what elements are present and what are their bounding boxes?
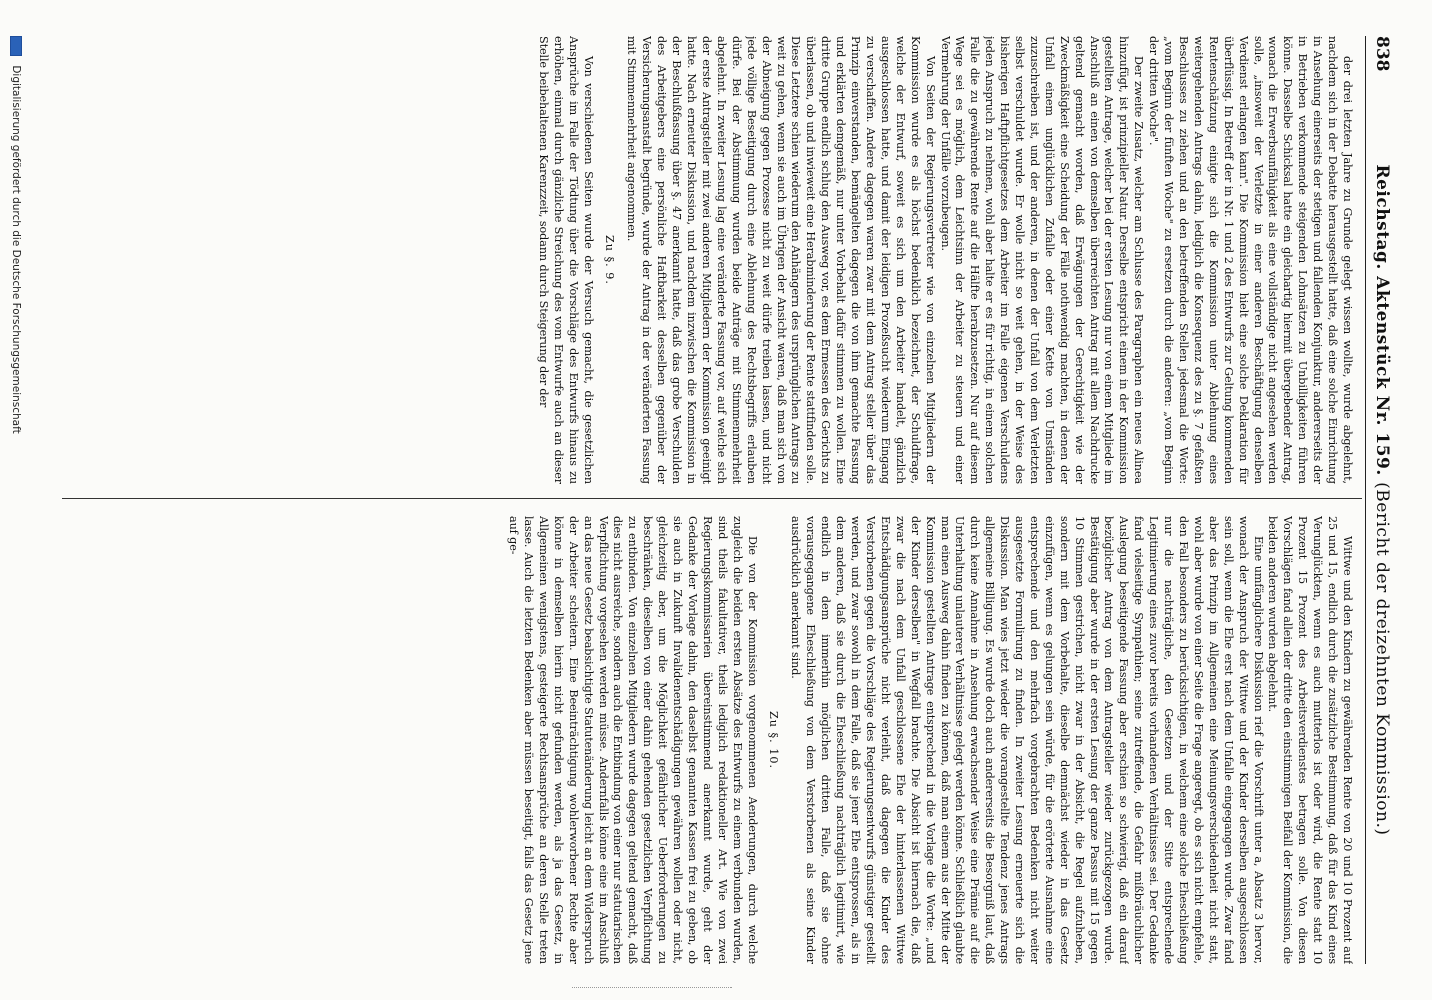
- footer-text: Digitalisierung gefördert durch die Deutsche Forschungsgemeinschaft: [10, 65, 22, 434]
- left-column: [64, 36, 1354, 484]
- title-main: Reichstag. Aktenstück Nr. 159.: [1372, 164, 1392, 476]
- paragraph: Von verschiedenen Seiten wurde der Versuch gemacht, die gesetzlichen Ansprüche im Falle der Tödtung über die Vorschläge des Entwurfs hinaus zu erhöhen, einmal durch gänzliche Streichung des vom Entwurfe auch an dieser Stelle beibehaltenen Karenzzeit, sodann durch Steigerung der der: [536, 36, 595, 484]
- column-divider: [62, 498, 1362, 499]
- paragraph: Der zweite Zusatz, welcher am Schlusse des Paragraphen ein neues Alinea hinzufügt, ist prinzipieller Natur. Derselbe entspricht einem in der Kommission gestellten Antrage, welcher bei der ersten Lesung nur von einem Mitgliede im Anschluß an einen von demselben überreichten Antrag mit allem Nachdrucke geltend gemacht worden, daß Erwägungen der Gerechtigkeit wie der Zweckmäßigkeit eine Scheidung der Fälle nothwendig machten, in denen der Unfall einem unglücklichen Zufalle oder einer Kette von Umständen zuzuschreiben ist, und der anderen, in denen der Unfall von dem Verletzten selbst verschuldet wurde. Er wolle nicht so weit gehen, in der Weise des bisherigen Haftpflichtgesetzes dem Arbeiter im Falle eigenen Verschuldens jeden Anspruch zu nehmen, wohl aber halte er es für richtig, in einem solchen Falle die zu gewährende Rente auf die Hälfte herabzusetzen. Nur auf diesem Wege sei es möglich, dem Leichtsinn der Arbeiter zu steuern und einer Vermehrung der Unfälle vorzubeugen.: [938, 36, 1146, 484]
- paragraph: Eine umfänglichere Diskussion rief die Vorschrift unter a, Absatz 3 hervor, wonach der Anspruch der Wittwe und der Kinder derselben ausgeschlossen sein soll, wenn die Ehe erst nach dem Unfalle eingegangen wurde. Zwar fand aber das Prinzip im Allgemeinen eine Meinungsverschiedenheit nicht statt, wohl aber wurde von einer Seite die Frage angeregt, ob es sich nicht empfehle, den Fall besonders zu berücksichtigen, in welchem eine solche Eheschließung nur die nachträgliche, den Gesetzen und der Sitte entsprechende Legitimierung eines zuvor bereits vorhandenen Verhältnisses sei. Der Gedanke fand vielseitige Sympathien; seine zutreffende, die Gefahr mißbräuchlicher Auslegung beseitigende Fassung aber erschien so schwierig, daß ein darauf bezüglicher Antrag von dem Antragsteller wieder zurückgezogen wurde. Bestätigung aber wurde in der ersten Lesung der ganze Passus mit 15 gegen 10 Stimmen gestrichen, nicht zwar in der Absicht, die Regel aufzuheben, sondern mit dem Vorbehalte, dieselbe demnächst wieder in das Gesetz einzufügen, wenn es gelungen sein würde, für die erörterte Ausnahme eine entsprechende und den mehrfach vorgebrachten Bedenken nicht weiter ausgesetzte Formulirung zu finden. In zweiter Lesung erneuerte sich die Diskussion. Man wies jetzt wieder die vorangestellte Tendenz jenes Antrags allgemeine Billigung. Es wurde doch auch andererseits die Besorgniß laut, daß durch keine Annahme in Ansehung erwachsender Weise eine Prämie auf die Unterhaltung unlauterer Verhältnisse gelegt werden könne. Schließlich glaubte man einen Ausweg dahin finden zu können, daß man einem aus der Mitte der Kommission gestellten Antrage entsprechend in die Vorlage die Worte: „und der Kinder derselben" in Wegfall brachte. Die Absicht ist hiernach die, daß zwar die nach dem Unfall geschlossene Ehe der hinterlassenen Wittwe Entschädigungsansprüche nicht verleiht, daß dagegen die Kinder des Verstorbenen gegen die Vorschläge des Regierungsentwurfs günstiger gestellt werden, und zwar sowohl in dem Falle, daß sie jener Ehe entsprossen, als in dem anderen, daß sie durch die Eheschließung nachträglich legitimirt, wie endlich in dem immerhin möglichen dritten Falle, daß sie ohne vorausgegangene Eheschließung von dem Verstorbenen als seine Kinder ausdrücklich anerkannt sind.: [789, 516, 1265, 964]
- paragraph: Wittwe und den Kindern zu gewährenden Rente von 20 und 10 Prozent auf 25 und 15, endlich durch die zusätzliche Bestimmung, daß für das Kind eines Verunglückten, wenn es auch mutterlos ist oder wird, die Rente statt 10 Prozent 15 Prozent des Arbeitsverdienstes betragen solle. Von diesen Vorschlägen fand allein der dritte den einstimmigen Beifall der Kommission, die beiden anderen wurden abgelehnt.: [1266, 516, 1354, 964]
- right-column: [64, 516, 1354, 964]
- dfg-logo-icon: [10, 36, 22, 56]
- section-heading: Zu §. 10.: [766, 710, 780, 770]
- title-subtitle: (Bericht der dreizehnten Kommission.): [1372, 482, 1392, 836]
- paragraph: Die von der Kommission vorgenommenen Aenderungen, durch welche zugleich die beiden ersten Absätze des Entwurfs zu einem verbunden wurden, sind theils fakultativer, theils lediglich redaktioneller Art. Wie von zwei Regierungskommissarien übereinstimmend anerkannt wurde, geht der Gedanke der Vorlage dahin, den daselbst genannten Kassen frei zu geben, ob sie auch in Zukunft Invalidenentschädigungen gewähren wollen oder nicht, gleichzeitig aber, um die Möglichkeit gefährlicher Ueberforderungen zu beschränken, dieselben von einer dahin gehenden gesetzlichen Verpflichtung zu entbinden. Von einzelnen Mitgliedern wurde dagegen geltend gemacht, daß dies nicht ausreiche, sondern auch die Entbindung von einer nur statutarischen Verpflichtung vorgesehen werden müsse. Andernfalls könne eine im Anschluß an das neue Gesetz beabsichtigte Statutenänderung leicht an dem Widerspruch der Arbeiter scheitern. Eine Beeinträchtigung wohlerworbener Rechte aber könne in demselben hierin nicht gefunden werden, als ja das Gesetz, in Allgemeinen wenigstens, gesteigerte Rechtsansprüche an deren Stelle treten lasse. Auch die letzten Bedenken aber müssen beseitigt, falls das Gesetz jene auf ge-: [507, 516, 759, 964]
- page-number: 838: [1372, 36, 1392, 72]
- paragraph: der drei letzten Jahre zu Grunde gelegt wissen wollte, wurde abgelehnt, nachdem sich in der Debatte herausgestellt hatte, daß eine solche Einrichtung in Ansehung einerseits der stetigen und fallenden Konjunktur, andererseits der in Betrieben verkommende steigenden Lohnsätzen zu Unbilligkeiten führen könne. Dasselbe Schicksal hatte ein gleichartig hiermit übergebender Antrag, wonach die Erwerbsunfähigkeit als eine vollständige nicht angesehen werden solle, „insoweit der Verletzte in einer anderen Beschäftigung denselben Verdienst erlangen kann". Die Kommission hielt eine solche Deklaration für überflüssig. In Betreff der in Nr. 1 und 2 des Entwurfs zur Geltung kommenden Rentenschätzung einigte sich die Kommission unter Ablehnung eines weitergehenden Antrags dahin, lediglich die Konsequenz des zu §. 7 gefaßten Beschlusses zu ziehen und an den betreffenden Stellen jedesmal die Worte: „vom Beginn der fünften Woche" zu ersetzen durch die anderen: „vom Beginn der dritten Woche".: [1147, 36, 1354, 484]
- paragraph: Von Seiten der Regierungsvertreter wie von einzelnen Mitgliedern der Kommission wurde es als höchst bedenklich bezeichnet, der Schuldfrage, welche der Entwurf, soweit es sich um den Arbeiter handelt, gänzlich ausgeschlossen hatte, und damit der leidigen Prozeßsucht wiederum Eingang zu verschaffen. Andere dagegen waren zwar mit dem Antrag steller über das Prinzip einverstanden, bemängelten dagegen die von ihm gemachte Fassung und erklärten demgemäß, nur unter Vorbehalt dafür stimmen zu wollen. Eine dritte Gruppe endlich schlug den Ausweg vor, es dem Ermessen des Gerichts zu überlassen, ob und inwieweit eine Herabminderung der Rente stattfinden solle. Diese Letztere schien wiederum den Anhängern des ursprünglichen Antrags zu weit zu gehen, wenn sie auch im Übrigen der Ansicht waren, daß man sich von der Abneigung gegen Prozesse nicht zu weit dürfe treiben lassen, und nicht jede völlige Beseitigung durch eine Ablehnung des Rechtsbegriffs erlauben dürfe. Bei der Abstimmung wurden beide Anträge mit Stimmenmehrheit abgelehnt. In zweiter Lesung lag eine veränderte Fassung vor, auf welche sich der erste Antragsteller mit zwei anderen Mitgliedern der Kommission geeinigt hatte. Nach erneuter Diskussion, und nachdem inzwischen die Kommission in der Beschlußfassung über §. 47 anerkannt hatte, daß das grobe Verschulden des Arbeitgebers eine persönliche Haftbarkeit desselben gegenüber der Versicherungsanstalt begründe, wurde der Antrag in der veränderten Fassung mit Stimmenmehrheit angenommen.: [625, 36, 937, 484]
- page-header: [1365, 36, 1396, 964]
- scan-edge-mark: [572, 987, 732, 994]
- page-title: [1372, 36, 1392, 964]
- digitization-footer: [10, 36, 22, 964]
- section-heading: Zu §. 9.: [602, 235, 616, 285]
